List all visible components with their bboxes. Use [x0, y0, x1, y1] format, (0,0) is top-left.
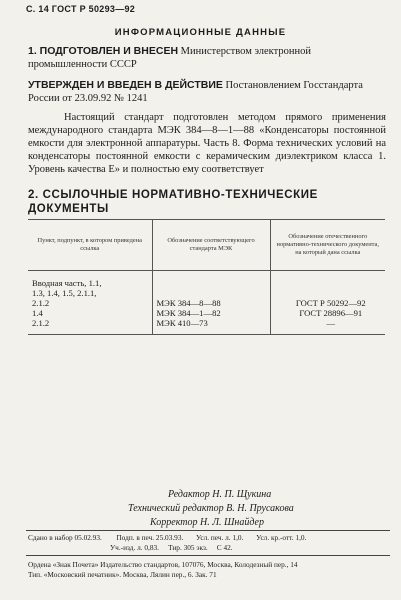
- technical-editor: Технический редактор В. Н. Прусакова: [128, 503, 294, 514]
- imprint-line-4: Тип. «Московский печатник». Москва, Лялин пер., 6. Зак. 71: [28, 570, 217, 579]
- header-iec-standard: Обозначение соответствующего стандарта МЭК: [152, 220, 270, 271]
- cell-national-documents: ГОСТ Р 50292—92 ГОСТ 28896—91 —: [270, 271, 385, 335]
- standard-paragraph: Настоящий стандарт подготовлен методом прямого применения международного стандарта МЭК 384—8—1—88 «Конденсаторы постоянной емкости для электронной аппаратуры. Часть 8. Форма технических условий на конденсаторы постоянной емкости с керамическим диэлектриком класса 1. Уровень качества E» и полностью ему соответствует: [28, 112, 386, 175]
- references-table: [28, 219, 385, 335]
- approved-text: Постановлением Госстандарта России от 23.09.92 № 1241: [28, 80, 363, 104]
- divider: [26, 555, 390, 556]
- divider: [26, 530, 390, 531]
- section-2-heading: 2. ССЫЛОЧНЫЕ НОРМАТИВНО-ТЕХНИЧЕСКИЕ ДОКУМЕНТЫ: [28, 189, 318, 215]
- approved-heading: УТВЕРЖДЕН И ВВЕДЕН В ДЕЙСТВИЕ: [28, 79, 223, 91]
- editor: Редактор Н. П. Щукина: [168, 489, 272, 500]
- corrector: Корректор Н. Л. Шнайдер: [150, 517, 264, 528]
- page-header: С. 14 ГОСТ Р 50293—92: [26, 4, 136, 14]
- imprint-line-3: Ордена «Знак Почета» Издательство стандартов, 107076, Москва, Колодезный пер., 14: [28, 560, 298, 569]
- section-1-text: Министерством электронной промышленности СССР: [28, 46, 311, 70]
- table-header-row: [28, 220, 385, 271]
- section-1: [28, 45, 386, 71]
- imprint-line-2: Уч.-изд. л. 0,83. Тир. 305 экз. С 42.: [110, 543, 233, 552]
- cell-clauses: Вводная часть, 1.1, 1.3, 1.4, 1.5, 2.1.1, 2.1.2 1.4 2.1.2: [28, 271, 152, 335]
- header-national-document: Обозначение отечественного нормативно-технического документа, на который дана ссылка: [270, 220, 385, 271]
- section-1-heading: 1. ПОДГОТОВЛЕН И ВНЕСЕН: [28, 45, 179, 57]
- table-row: [28, 271, 385, 335]
- approved-block: [28, 79, 386, 105]
- cell-iec-standards: МЭК 384—8—88 МЭК 384—1—82 МЭК 410—73: [152, 271, 270, 335]
- page-title: ИНФОРМАЦИОННЫЕ ДАННЫЕ: [114, 27, 287, 38]
- imprint-line-1: Сдано в набор 05.02.93. Подп. в печ. 25.03.93. Усл. печ. л. 1,0. Усл. кр.-отт. 1,0.: [28, 533, 307, 542]
- header-clause: Пункт, подпункт, в котором приведена ссылка: [28, 220, 152, 271]
